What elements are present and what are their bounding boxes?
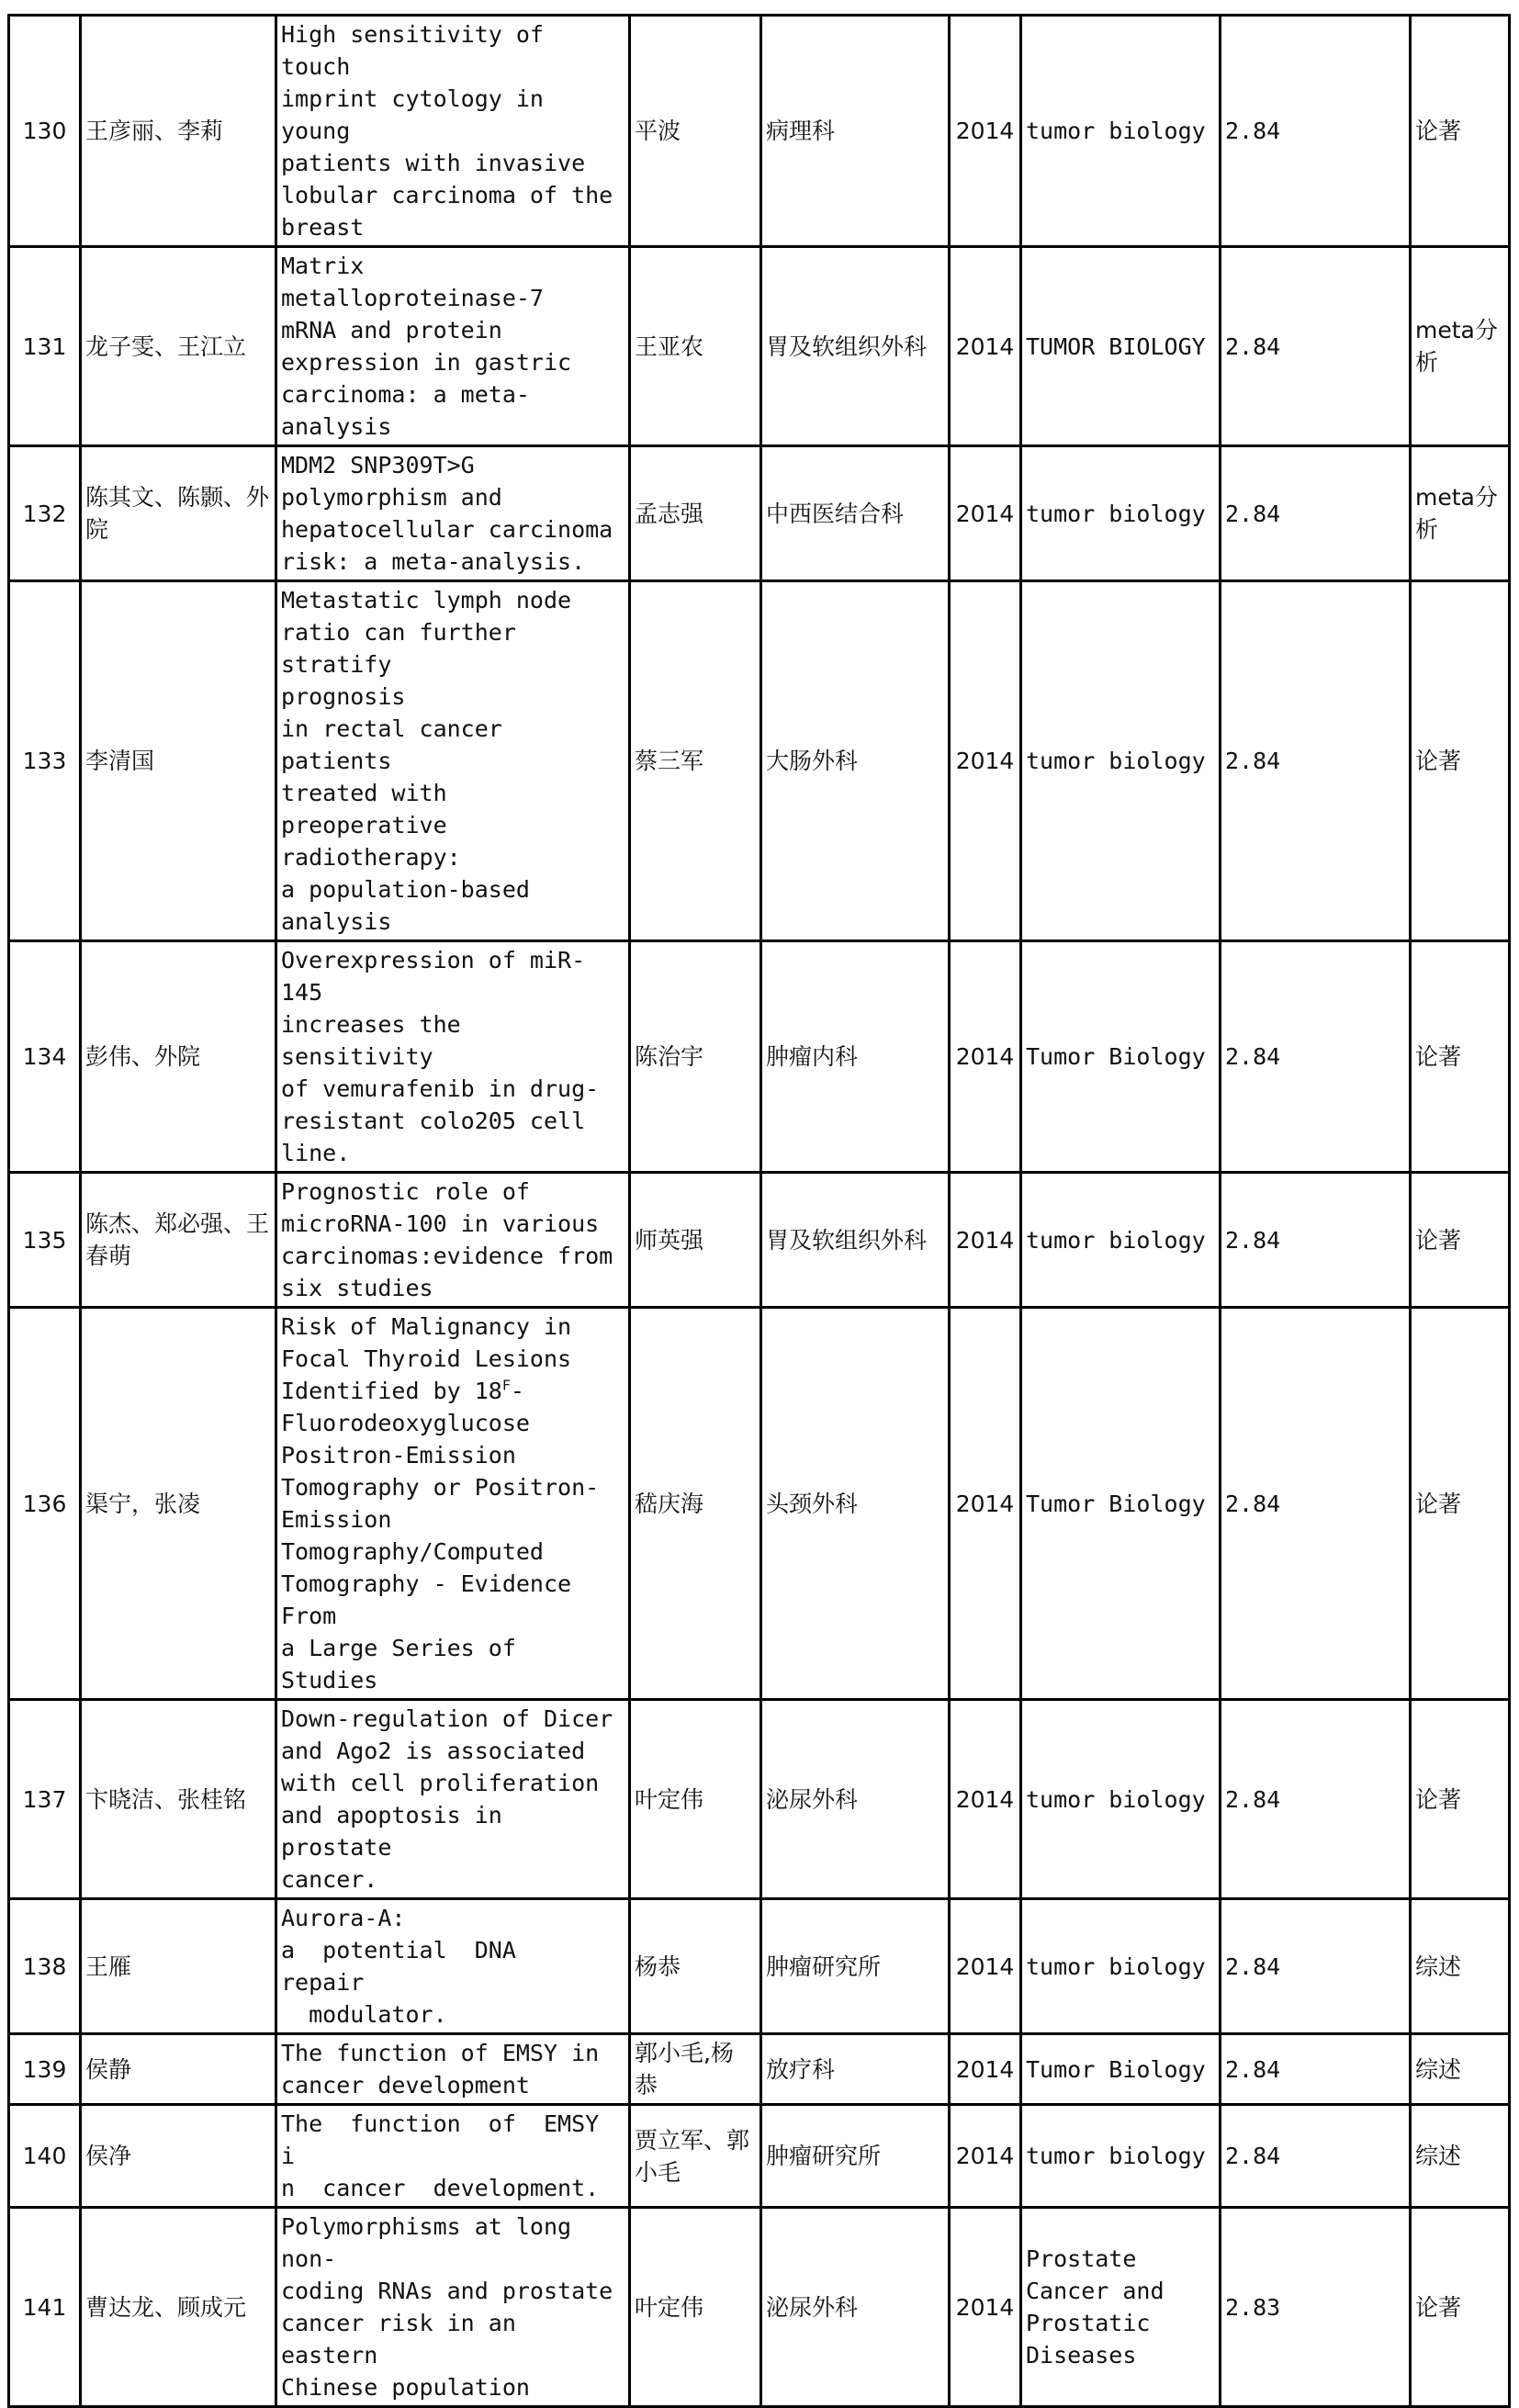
publication-year: 2014: [950, 2105, 1021, 2208]
article-type: 论著: [1411, 1173, 1510, 1308]
publication-year: 2014: [950, 16, 1021, 247]
journal-name: Tumor Biology: [1021, 2034, 1221, 2105]
author-names: 王彦丽、李莉: [81, 16, 276, 247]
tutor-name: 叶定伟: [630, 2208, 761, 2407]
table-row: [9, 941, 1510, 1173]
department: 中西医结合科: [761, 446, 950, 581]
journal-name: tumor biology: [1021, 2105, 1221, 2208]
impact-factor: 2.84: [1221, 247, 1411, 446]
article-type: 综述: [1411, 1899, 1510, 2034]
tutor-name: 王亚农: [630, 247, 761, 446]
paper-title: High sensitivity of touch imprint cytology in young patients with invasive lobular carcinoma of the breast: [276, 16, 630, 247]
table-row: [9, 1899, 1510, 2034]
tutor-name: 叶定伟: [630, 1700, 761, 1899]
paper-title: Risk of Malignancy in Focal Thyroid Lesions Identified by $18^F-$ Fluorodeoxyglucose Positron-Emission Tomography or Positron- Emission Tomography/Computed Tomography - Evidence From a Large Series of Studies: [276, 1308, 630, 1700]
tutor-name: 贾立军、郭小毛: [630, 2105, 761, 2208]
journal-name: Prostate Cancer and Prostatic Diseases: [1021, 2208, 1221, 2407]
impact-factor: 2.84: [1221, 2034, 1411, 2105]
row-number: 141: [9, 2208, 81, 2407]
article-type: 论著: [1411, 941, 1510, 1173]
table-body: [9, 16, 1510, 2407]
table-row: [9, 247, 1510, 446]
article-type: meta分析: [1411, 446, 1510, 581]
superscript-f: F: [501, 1377, 511, 1394]
article-type: 综述: [1411, 2034, 1510, 2105]
impact-factor: 2.84: [1221, 446, 1411, 581]
tutor-name: 师英强: [630, 1173, 761, 1308]
author-names: 陈杰、郑必强、王春萌: [81, 1173, 276, 1308]
journal-name: tumor biology: [1021, 1700, 1221, 1899]
journal-name: TUMOR BIOLOGY: [1021, 247, 1221, 446]
article-type: 综述: [1411, 2105, 1510, 2208]
table-row: [9, 581, 1510, 941]
article-type: 论著: [1411, 581, 1510, 941]
paper-title: Polymorphisms at long non- coding RNAs and prostate cancer risk in an eastern Chinese population: [276, 2208, 630, 2407]
publication-year: 2014: [950, 1173, 1021, 1308]
article-type: 论著: [1411, 1308, 1510, 1700]
tutor-name: 孟志强: [630, 446, 761, 581]
publication-year: 2014: [950, 1308, 1021, 1700]
tutor-name: 平波: [630, 16, 761, 247]
journal-name: tumor biology: [1021, 16, 1221, 247]
author-names: 卞晓洁、张桂铭: [81, 1700, 276, 1899]
impact-factor: 2.84: [1221, 941, 1411, 1173]
paper-title: Metastatic lymph node ratio can further stratify prognosis in rectal cancer patients treated with preoperative radiotherapy: a population-based analysis: [276, 581, 630, 941]
article-type: 论著: [1411, 16, 1510, 247]
tutor-name: 陈治宇: [630, 941, 761, 1173]
department: 胃及软组织外科: [761, 247, 950, 446]
journal-name: tumor biology: [1021, 581, 1221, 941]
impact-factor: 2.84: [1221, 581, 1411, 941]
impact-factor: 2.84: [1221, 1173, 1411, 1308]
publication-year: 2014: [950, 1700, 1021, 1899]
tutor-name: 郭小毛,杨恭: [630, 2034, 761, 2105]
table-row: [9, 2034, 1510, 2105]
table-row: [9, 2208, 1510, 2407]
author-names: 彭伟、外院: [81, 941, 276, 1173]
row-number: 140: [9, 2105, 81, 2208]
impact-factor: 2.84: [1221, 1308, 1411, 1700]
author-names: 王雁: [81, 1899, 276, 2034]
author-names: 曹达龙、顾成元: [81, 2208, 276, 2407]
tutor-name: 嵇庆海: [630, 1308, 761, 1700]
publication-year: 2014: [950, 247, 1021, 446]
journal-name: Tumor Biology: [1021, 1308, 1221, 1700]
department: 头颈外科: [761, 1308, 950, 1700]
publication-year: 2014: [950, 581, 1021, 941]
department: 泌尿外科: [761, 1700, 950, 1899]
row-number: 132: [9, 446, 81, 581]
department: 大肠外科: [761, 581, 950, 941]
publication-year: 2014: [950, 446, 1021, 581]
row-number: 130: [9, 16, 81, 247]
publication-year: 2014: [950, 1899, 1021, 2034]
tutor-name: 杨恭: [630, 1899, 761, 2034]
table-row: [9, 446, 1510, 581]
journal-name: tumor biology: [1021, 1173, 1221, 1308]
row-number: 136: [9, 1308, 81, 1700]
impact-factor: 2.84: [1221, 1700, 1411, 1899]
author-names: 侯静: [81, 2034, 276, 2105]
table-row: [9, 1173, 1510, 1308]
department: 放疗科: [761, 2034, 950, 2105]
paper-title: Down-regulation of Dicer and Ago2 is associated with cell proliferation and apoptosis in prostate cancer.: [276, 1700, 630, 1899]
table-row: [9, 16, 1510, 247]
publication-table: [7, 14, 1511, 2408]
impact-factor: 2.84: [1221, 1899, 1411, 2034]
author-names: 陈其文、陈颢、外院: [81, 446, 276, 581]
paper-title: Matrix metalloproteinase-7 mRNA and protein expression in gastric carcinoma: a meta-analysis: [276, 247, 630, 446]
journal-name: tumor biology: [1021, 446, 1221, 581]
paper-title: The function of EMSY in cancer development: [276, 2034, 630, 2105]
row-number: 133: [9, 581, 81, 941]
journal-name: Tumor Biology: [1021, 941, 1221, 1173]
row-number: 131: [9, 247, 81, 446]
row-number: 134: [9, 941, 81, 1173]
author-names: 龙子雯、王江立: [81, 247, 276, 446]
author-names: 侯净: [81, 2105, 276, 2208]
article-type: 论著: [1411, 1700, 1510, 1899]
row-number: 135: [9, 1173, 81, 1308]
table-row: [9, 2105, 1510, 2208]
article-type: meta分析: [1411, 247, 1510, 446]
department: 胃及软组织外科: [761, 1173, 950, 1308]
article-type: 论著: [1411, 2208, 1510, 2407]
department: 肿瘤研究所: [761, 1899, 950, 2034]
publication-year: 2014: [950, 2208, 1021, 2407]
paper-title: Prognostic role of microRNA-100 in various carcinomas:evidence from six studies: [276, 1173, 630, 1308]
impact-factor: 2.84: [1221, 16, 1411, 247]
author-names: 李清国: [81, 581, 276, 941]
row-number: 138: [9, 1899, 81, 2034]
publication-year: 2014: [950, 2034, 1021, 2105]
department: 肿瘤研究所: [761, 2105, 950, 2208]
paper-title: Aurora-A: a potential DNA repair modulator.: [276, 1899, 630, 2034]
department: 病理科: [761, 16, 950, 247]
paper-title: MDM2 SNP309T>G polymorphism and hepatocellular carcinoma risk: a meta-analysis.: [276, 446, 630, 581]
department: 泌尿外科: [761, 2208, 950, 2407]
impact-factor: 2.83: [1221, 2208, 1411, 2407]
paper-title: Overexpression of miR-145 increases the sensitivity of vemurafenib in drug- resistant colo205 cell line.: [276, 941, 630, 1173]
row-number: 139: [9, 2034, 81, 2105]
publication-year: 2014: [950, 941, 1021, 1173]
row-number: 137: [9, 1700, 81, 1899]
author-names: 渠宁，张凌: [81, 1308, 276, 1700]
journal-name: tumor biology: [1021, 1899, 1221, 2034]
table-row: [9, 1700, 1510, 1899]
table-row: [9, 1308, 1510, 1700]
department: 肿瘤内科: [761, 941, 950, 1173]
impact-factor: 2.84: [1221, 2105, 1411, 2208]
tutor-name: 蔡三军: [630, 581, 761, 941]
paper-title: The function of EMSY i n cancer development.: [276, 2105, 630, 2208]
